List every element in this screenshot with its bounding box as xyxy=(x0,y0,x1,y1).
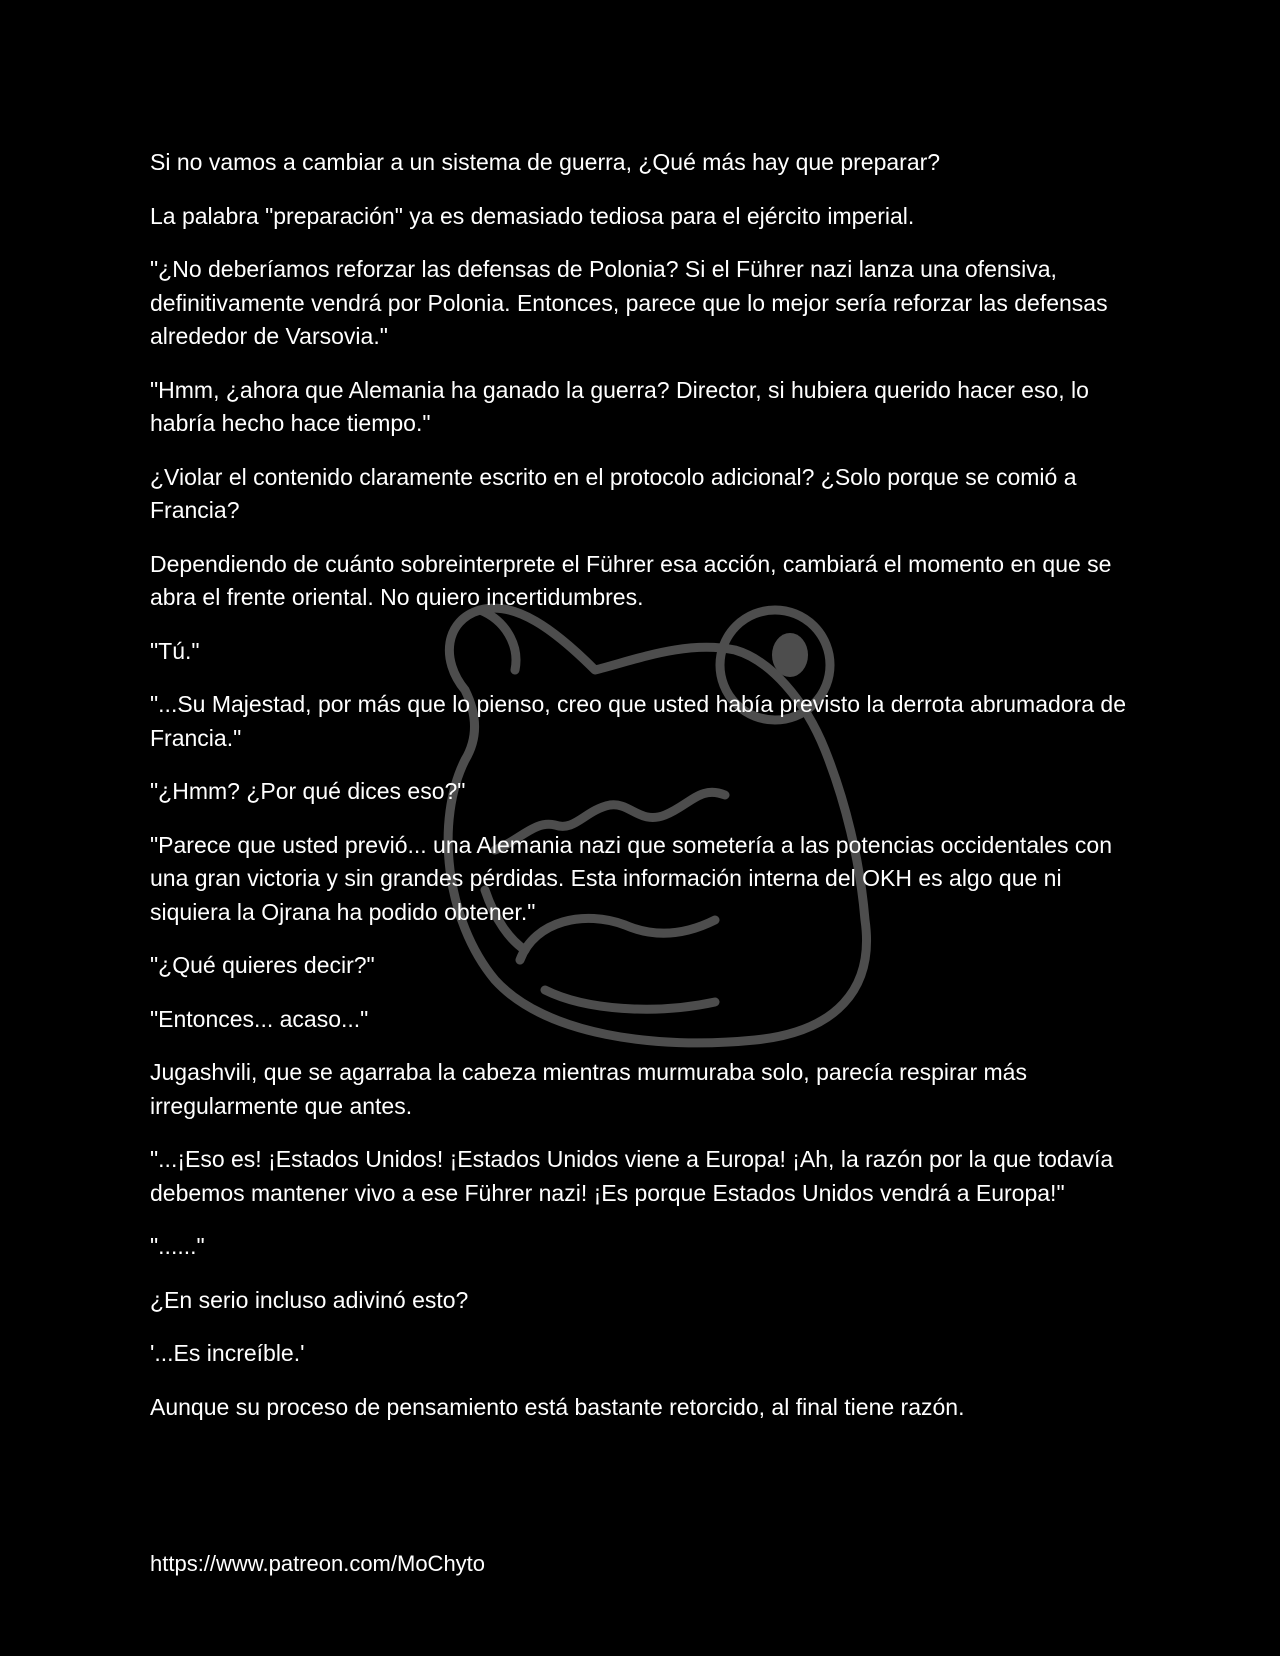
paragraph: "Entonces... acaso..." xyxy=(150,1005,369,1032)
paragraph: "¿No deberíamos reforzar las defensas de Polonia? Si el Führer nazi lanza una ofensiva, definitivamente vendrá por Polonia. Entonces, parece que lo mejor sería reforzar las defensas alrededor de Varsovia." xyxy=(150,256,1108,349)
document-body xyxy=(150,146,1130,1444)
paragraph: "¿Qué quieres decir?" xyxy=(150,952,375,978)
paragraph: "Parece que usted previó... una Alemania nazi que sometería a las potencias occidentales con una gran victoria y sin grandes pérdidas. Esta información interna del OKH es algo que ni siquiera la Ojrana ha podido obtener." xyxy=(150,831,1112,925)
patreon-link[interactable]: https://www.patreon.com/MoChyto xyxy=(150,1551,486,1576)
paragraph: Jugashvili, que se agarraba la cabeza mientras murmuraba solo, parecía respirar más irregularmente que antes. xyxy=(150,1059,1027,1119)
paragraph: La palabra "preparación" ya es demasiado tediosa para el ejército imperial. xyxy=(150,202,915,229)
paragraph: Aunque su proceso de pensamiento está bastante retorcido, al final tiene razón. xyxy=(150,1393,965,1420)
paragraph: "Tú." xyxy=(150,637,200,664)
paragraph: ¿En serio incluso adivinó esto? xyxy=(150,1286,469,1313)
paragraph: "......" xyxy=(150,1233,205,1259)
paragraph: "Hmm, ¿ahora que Alemania ha ganado la guerra? Director, si hubiera querido hacer eso, lo habría hecho hace tiempo." xyxy=(150,376,1089,436)
paragraph: ¿Violar el contenido claramente escrito en el protocolo adicional? ¿Solo porque se comió a Francia? xyxy=(150,463,1077,523)
paragraph: "...Su Majestad, por más que lo pienso, creo que usted había previsto la derrota abrumadora de Francia." xyxy=(150,691,1127,751)
paragraph: Si no vamos a cambiar a un sistema de guerra, ¿Qué más hay que preparar? xyxy=(150,149,941,175)
paragraph: "...¡Eso es! ¡Estados Unidos! ¡Estados Unidos viene a Europa! ¡Ah, la razón por la que todavía debemos mantener vivo a ese Führer nazi! ¡Es porque Estados Unidos vendrá a Europa!" xyxy=(150,1146,1114,1206)
paragraph: "¿Hmm? ¿Por qué dices eso?" xyxy=(150,778,466,804)
paragraph: Dependiendo de cuánto sobreinterprete el Führer esa acción, cambiará el momento en que se abra el frente oriental. No quiero incertidumbres. xyxy=(150,550,1112,610)
paragraph: '...Es increíble.' xyxy=(150,1340,305,1366)
